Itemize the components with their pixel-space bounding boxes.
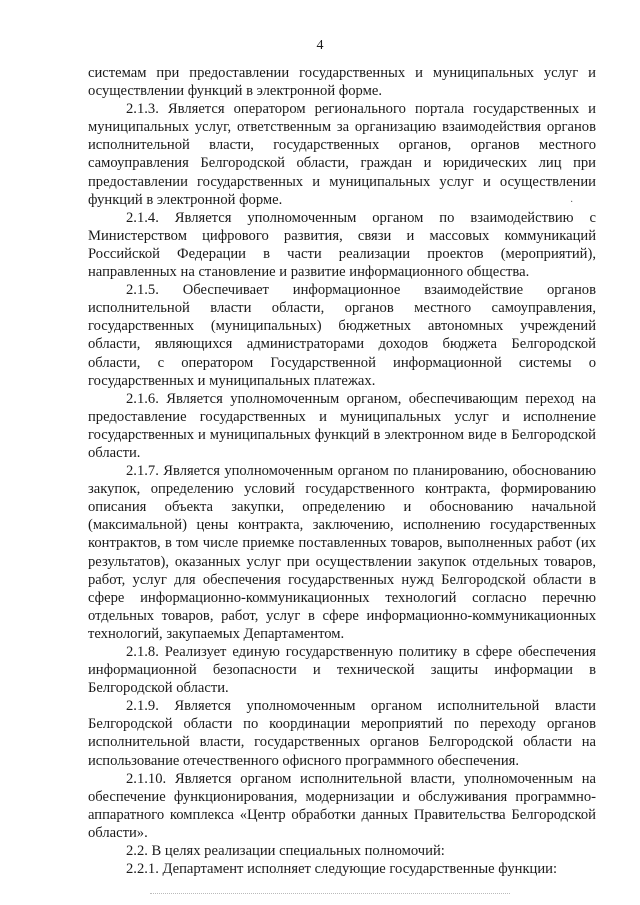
paragraph-2-1-10: 2.1.10. Является органом исполнительной власти, уполномоченным на обеспечение функционирования, модернизации и обслуживания программно-аппаратного комплекса «Центр обработки данных Правительства Белгородской области».	[88, 770, 596, 841]
page-number: 4	[316, 38, 324, 53]
paragraph-2-1-8: 2.1.8. Реализует единую государственную политику в сфере обеспечения информационной безопасности и технической защиты информации в Белгородской области.	[88, 644, 596, 697]
paragraph-2-1-7: 2.1.7. Является уполномоченным органом по планированию, обоснованию закупок, определению условий государственного контракта, формированию описания объекта закупки, определению и обоснованию начальной (максимальной) цены контракта, заключению, исполнению государственных контрактов, в том числе приемке поставленных товаров, выполненных работ (их результатов), оказанных услуг при осуществлении закупок отдельных товаров, работ, услуг для обеспечения государственных нужд Белгородской области в сфере информационно-коммуникационных технологий согласно перечню отдельных товаров, работ, услуг в сфере информационно-коммуникационных технологий, закупаемых Департаментом.	[88, 463, 596, 642]
paragraph-2-1-9: 2.1.9. Является уполномоченным органом исполнительной власти Белгородской области по координации мероприятий по переходу органов исполнительной власти, государственных органов Белгородской области на использование отечественного офисного программного обеспечения.	[88, 698, 596, 769]
paragraph-2-1-5: 2.1.5. Обеспечивает информационное взаимодействие органов исполнительной власти области, органов местного самоуправления, государственных (муниципальных) бюджетных автономных учреждений области, являющихся администраторами доходов бюджета Белгородской области, с оператором Государственной информационной системы о государственных и муниципальных платежах.	[88, 282, 596, 389]
paragraph-continuation: системам при предоставлении государственных и муниципальных услуг и осуществлении функций в электронной форме.	[88, 65, 596, 100]
paragraph-2-2-1: 2.2.1. Департамент исполняет следующие государственные функции:	[126, 861, 558, 878]
paragraph-2-1-3: 2.1.3. Является оператором регионального портала государственных и муниципальных услуг, ответственным за организацию взаимодействия органов исполнительной власти, государственных органов, органов местного самоуправления Белгородской области, граждан и юридических лиц при предоставлении государственных и муниципальных услуг и осуществлении функций в электронной форме.	[88, 101, 596, 208]
paragraph-2-2: 2.2. В целях реализации специальных полномочий:	[126, 843, 445, 860]
document-body	[88, 64, 596, 878]
paragraph-2-1-4: 2.1.4. Является уполномоченным органом по взаимодействию с Министерством цифрового развития, связи и массовых коммуникаций Российской Федерации в части реализации проектов (мероприятий), направленных на становление и развитие информационного общества.	[88, 209, 596, 281]
scan-speck: ·	[570, 197, 574, 208]
scan-bottom-edge	[150, 893, 510, 894]
paragraph-2-1-6: 2.1.6. Является уполномоченным органом, обеспечивающим переход на предоставление государственных и муниципальных услуг и исполнение государственных и муниципальных функций в электронном виде в Белгородской области.	[88, 390, 596, 461]
